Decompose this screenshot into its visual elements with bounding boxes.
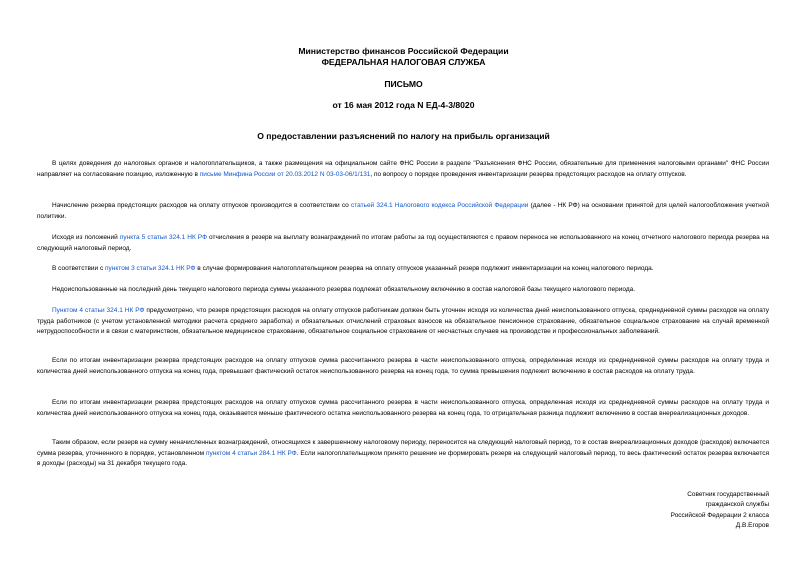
paragraph-4-text-b: в случае формирования налогоплательщиком резерва на оплату отпусков указанный резерв подлежит инвентаризации на конец налогового периода. xyxy=(195,265,654,272)
signature-block xyxy=(569,490,769,532)
paragraph-6 xyxy=(37,306,769,338)
paragraph-1-text-a: В целях доведения до налоговых органов и налогоплательщиков, а также размещения на официальном сайте ФНС России в разделе "Разъяснения ФНС России, обязательные для применения налоговыми органами" ФНС России направляет на согласование позицию, изложенную в xyxy=(37,160,769,178)
paragraph-4 xyxy=(37,264,769,275)
paragraph-8: Если по итогам инвентаризации резерва предстоящих расходов на оплату отпусков сумма рассчитанного резерва в части неиспользованного отпуска, определенная исходя из среднедневной суммы расходов на оплату труда и количества дней неиспользованного отпуска на конец года, оказывается меньше фактического остатка неиспользованного резерва на конец года, то отрицательная разница подлежит включению в состав внереализационных доходов. xyxy=(37,399,769,417)
link-article-324-1-p4[interactable]: Пунктом 4 статьи 324.1 НК РФ xyxy=(52,307,145,314)
paragraph-1-text-b: , по вопросу о порядке проведения инвентаризации резерва предстоящих расходов на оплату отпусков. xyxy=(370,170,687,178)
paragraph-7: Если по итогам инвентаризации резерва предстоящих расходов на оплату отпусков сумма рассчитанного резерва в части неиспользованного отпуска, определенная исходя из среднедневной суммы расходов на оплату труда и количества дней неиспользованного отпуска на конец года, превышает фактический остаток неиспользованного резерва на конец года, то сумма превышения подлежит включению в состав расходов на оплату труда. xyxy=(37,357,769,375)
document-date-number: от 16 мая 2012 года N ЕД-4-3/8020 xyxy=(332,100,475,110)
signature-line-1: Советник государственный xyxy=(687,491,769,498)
service-title: ФЕДЕРАЛЬНАЯ НАЛОГОВАЯ СЛУЖБА xyxy=(321,57,486,67)
paragraph-2-text-b: (далее - НК РФ) на основании принятой для целей налогообложения учетной политики. xyxy=(37,202,769,220)
paragraph-9-text-a: Таким образом, если резерв на сумму неначисленных вознаграждений, относящихся к завершенному налоговому периоду, переносится на следующий налоговый период, то в состав внереализационных доходов (расходов) включается сумма резерва, уточненного в порядке, установленном xyxy=(37,439,769,457)
paragraph-5: Недоиспользованные на последний день текущего налогового периода суммы указанного резерва подлежат обязательному включению в состав налоговой базы текущего налогового периода. xyxy=(52,286,636,293)
paragraph-3 xyxy=(37,233,769,254)
document-type: ПИСЬМО xyxy=(384,79,423,89)
link-article-324-1-p5[interactable]: пункта 5 статьи 324.1 НК РФ xyxy=(119,234,208,241)
paragraph-9 xyxy=(37,438,769,470)
paragraph-3-text-a: Исходя из положений xyxy=(52,234,120,241)
link-article-284-1-p4[interactable]: пунктом 4 статьи 284.1 НК РФ xyxy=(205,449,297,457)
ministry-title: Министерство финансов Российской Федерации xyxy=(298,46,509,56)
signature-line-3: Российской Федерации 2 класса xyxy=(670,511,769,519)
link-minfin-letter[interactable]: письме Минфина России от 20.03.2012 N 03-03-06/1/131 xyxy=(199,170,371,178)
paragraph-6-text-b: предусмотрено, что резерв предстоящих расходов на оплату отпусков работникам должен быть уточнен исходя из количества дней неиспользованного отпуска, среднедневной суммы расходов на оплату труда работников (с учетом установленной методики расчета среднего заработка) и обязательных отчислений страховых взносов на обязательное пенсионное страхование, обязательное социальное страхование на случай временной нетрудоспособности и в связи с материнством, обязательное медицинское страхование, обязательное социальное страхование от несчастных случаев на производстве и профессиональных заболеваний. xyxy=(37,307,770,336)
paragraph-1 xyxy=(37,159,769,180)
link-article-324-1-p3[interactable]: пунктом 3 статьи 324.1 НК РФ xyxy=(105,265,196,272)
paragraph-3-text-b: отчисления в резерв на выплату вознаграждений по итогам работы за год осуществляются с правом переноса не использованного на конец отчетного налогового периода резерва на следующий налоговый период. xyxy=(37,234,769,252)
paragraph-4-text-a: В соответствии с xyxy=(52,265,106,272)
document-subject: О предоставлении разъяснений по налогу на прибыль организаций xyxy=(257,131,550,141)
paragraph-2-text-a: Начисление резерва предстоящих расходов на оплату отпусков производится в соответствии со xyxy=(52,202,351,209)
paragraph-9-text-b: . Если налогоплательщиком принято решение не формировать резерв на следующий налоговый период, то весь фактический остаток резерва включается в доходы (расходы) на 31 декабря текущего года. xyxy=(37,449,769,468)
paragraph-2 xyxy=(37,201,769,222)
signature-name: Д.В.Егоров xyxy=(735,522,769,530)
signature-line-2: гражданской службы xyxy=(705,501,769,509)
link-article-324-1[interactable]: статьей 324.1 Налогового кодекса Российской Федерации xyxy=(350,202,529,209)
